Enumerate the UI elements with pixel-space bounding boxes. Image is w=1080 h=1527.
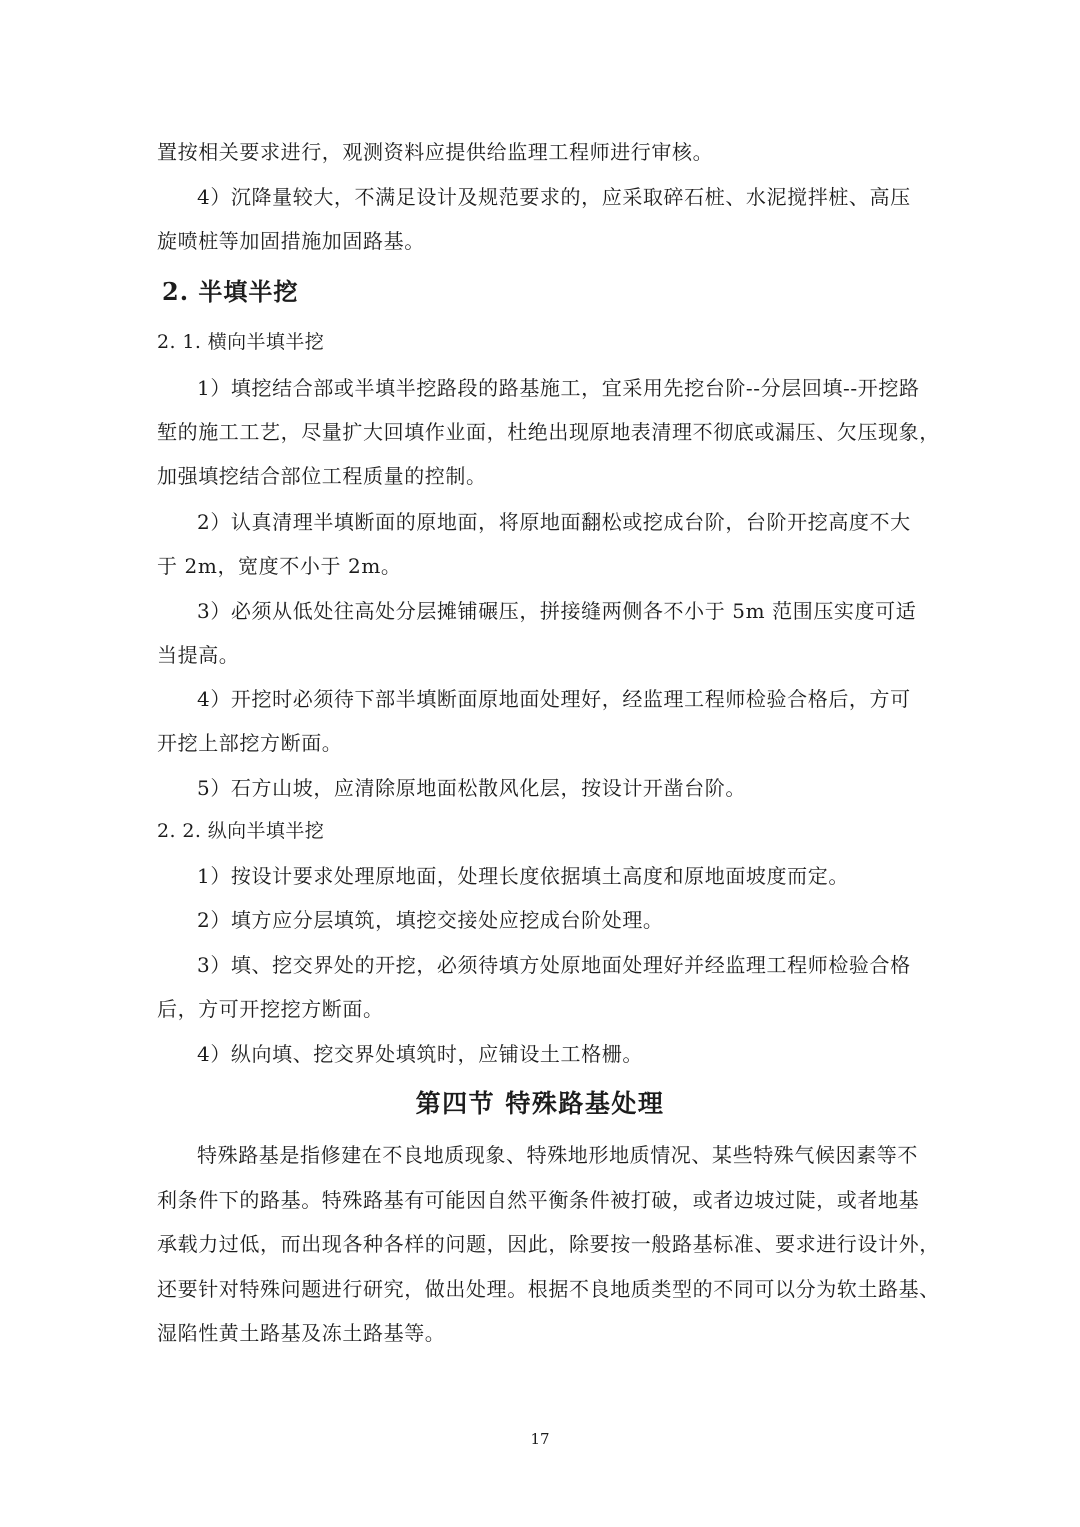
s21-item-4-line-2: 开挖上部挖方断面。 <box>157 731 343 755</box>
section-4-paragraph-line-1: 特殊路基是指修建在不良地质现象、特殊地形地质情况、某些特殊气候因素等不 <box>197 1143 918 1167</box>
intro-item-4-line-2: 旋喷桩等加固措施加固路基。 <box>157 229 425 253</box>
s21-item-3-line-2: 当提高。 <box>157 643 240 667</box>
s21-item-5-line-1: 5）石方山坡，应清除原地面松散风化层，按设计开凿台阶。 <box>197 776 746 800</box>
section-4-heading: 第四节 特殊路基处理 <box>415 1089 665 1118</box>
s22-item-3-line-1: 3）填、挖交界处的开挖，必须待填方处原地面处理好并经监理工程师检验合格 <box>197 953 911 977</box>
s22-item-3-line-2: 后，方可开挖挖方断面。 <box>157 997 384 1021</box>
s22-item-4-line-1: 4）纵向填、挖交界处填筑时，应铺设土工格栅。 <box>197 1042 643 1066</box>
section-4-paragraph-line-5: 湿陷性黄土路基及冻土路基等。 <box>157 1321 446 1345</box>
s21-item-1-line-1: 1）填挖结合部或半填半挖路段的路基施工，宜采用先挖台阶--分层回填--开挖路 <box>197 376 920 400</box>
section-4-paragraph-line-2: 利条件下的路基。特殊路基有可能因自然平衡条件被打破，或者边坡过陡，或者地基 <box>157 1188 920 1212</box>
section-2-heading: 2. 半填半挖 <box>162 277 299 306</box>
page-number: 17 <box>530 1430 550 1448</box>
s21-item-3-line-1: 3）必须从低处往高处分层摊铺碾压，拼接缝两侧各不小于 5m 范围压实度可适 <box>197 599 917 623</box>
s21-item-1-line-3: 加强填挖结合部位工程质量的控制。 <box>157 464 487 488</box>
s21-item-1-line-2: 堑的施工工艺，尽量扩大回填作业面，杜绝出现原地表清理不彻底或漏压、欠压现象， <box>157 420 940 444</box>
section-4-paragraph-line-3: 承载力过低，而出现各种各样的问题，因此，除要按一般路基标准、要求进行设计外， <box>157 1232 940 1256</box>
intro-item-4-line-1: 4）沉降量较大，不满足设计及规范要求的，应采取碎石桩、水泥搅拌桩、高压 <box>197 185 911 209</box>
subsection-2-2-heading: 2. 2. 纵向半填半挖 <box>157 820 325 842</box>
s21-item-2-line-1: 2）认真清理半填断面的原地面，将原地面翻松或挖成台阶，台阶开挖高度不大 <box>197 510 911 534</box>
s22-item-1-line-1: 1）按设计要求处理原地面，处理长度依据填土高度和原地面坡度而定。 <box>197 864 849 888</box>
s21-item-4-line-1: 4）开挖时必须待下部半填断面原地面处理好，经监理工程师检验合格后，方可 <box>197 687 911 711</box>
subsection-2-1-heading: 2. 1. 横向半填半挖 <box>157 331 325 353</box>
intro-line-1: 置按相关要求进行，观测资料应提供给监理工程师进行审核。 <box>157 140 714 164</box>
s22-item-2-line-1: 2）填方应分层填筑，填挖交接处应挖成台阶处理。 <box>197 908 664 932</box>
s21-item-2-line-2: 于 2m，宽度不小于 2m。 <box>157 554 402 578</box>
section-4-paragraph-line-4: 还要针对特殊问题进行研究，做出处理。根据不良地质类型的不同可以分为软土路基、 <box>157 1277 940 1301</box>
